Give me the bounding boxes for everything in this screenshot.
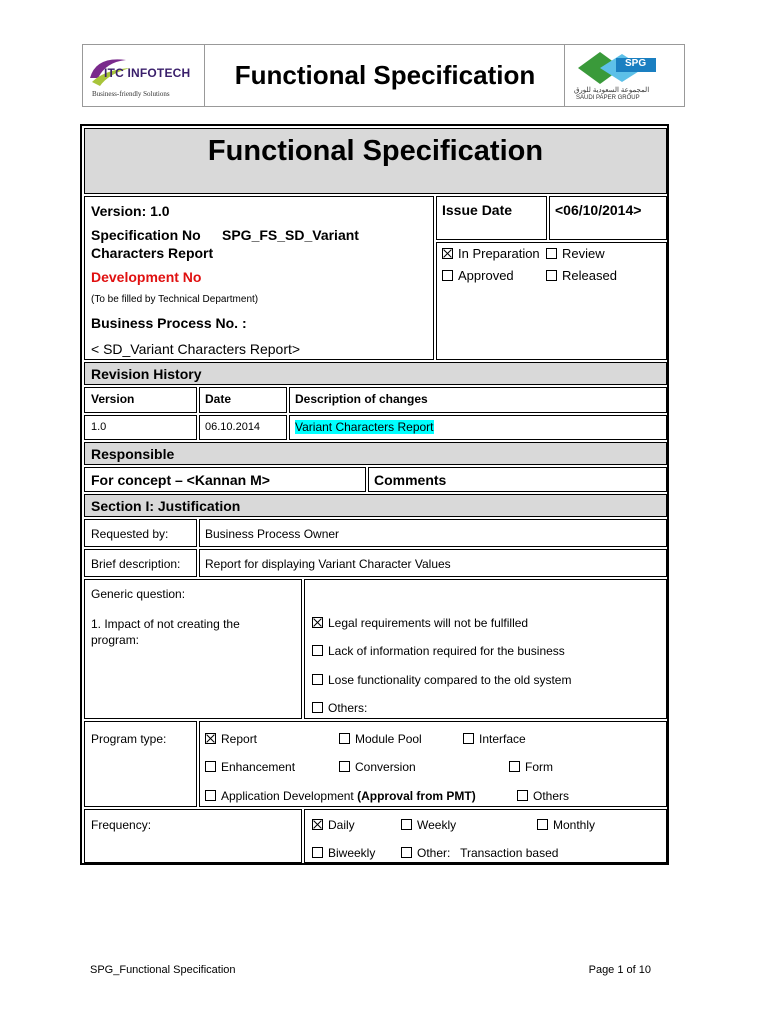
revision-history-title: Revision History: [91, 366, 202, 382]
issue-date-value-cell: [549, 196, 667, 240]
checkbox-review[interactable]: [546, 248, 557, 259]
business-process-value: < SD_Variant Characters Report>: [91, 341, 301, 357]
checkbox-in-preparation[interactable]: [442, 248, 453, 259]
development-note: (To be filled by Technical Department): [91, 294, 259, 305]
checkbox-program-others[interactable]: [517, 790, 528, 801]
generic-question-label: Generic question:: [91, 587, 186, 601]
form-title-bar: [84, 128, 667, 194]
itc-logo-tagline: Business-friendly Solutions: [92, 90, 170, 98]
impact-lose-functionality[interactable]: Lose functionality compared to the old system: [312, 673, 571, 687]
itc-infotech-logo: [86, 48, 200, 103]
form-title: Functional Specification: [207, 135, 544, 167]
checkbox-weekly[interactable]: [401, 819, 412, 830]
revision-col-date: [199, 387, 287, 413]
checkbox-legal[interactable]: [312, 617, 323, 628]
status-block: [436, 242, 667, 360]
brief-desc-label: Brief description:: [91, 557, 181, 571]
table-row: [199, 415, 287, 440]
version-block: [84, 196, 434, 360]
version-label: Version: 1.0: [91, 203, 170, 219]
checkbox-conversion[interactable]: [339, 761, 350, 772]
revision-date: 06.10.2014: [205, 421, 261, 433]
revision-desc: Variant Characters Report: [295, 420, 434, 434]
checkbox-biweekly[interactable]: [312, 847, 323, 858]
comments-label: Comments: [374, 472, 447, 488]
issue-date-value: <06/10/2014>: [555, 202, 642, 218]
comments-cell: [368, 467, 667, 492]
responsible-title: Responsible: [91, 446, 175, 462]
revision-header-date: Date: [205, 392, 232, 406]
checkbox-released[interactable]: [546, 270, 557, 281]
program-type-options-cell: [199, 721, 667, 807]
concept-label: For concept – <Kannan M>: [91, 472, 270, 488]
frequency-weekly[interactable]: Weekly: [401, 818, 456, 832]
checkbox-report[interactable]: [205, 733, 216, 744]
frequency-biweekly[interactable]: Biweekly: [312, 846, 375, 860]
spec-number-value: SPG_FS_SD_Variant: [222, 227, 359, 243]
requested-by-label: Requested by:: [91, 527, 169, 541]
status-in-preparation[interactable]: In Preparation: [442, 246, 540, 261]
impact-legal[interactable]: Legal requirements will not be fulfilled: [312, 616, 528, 630]
impact-others[interactable]: Others:: [312, 701, 367, 715]
brief-desc-value: Report for displaying Variant Character Values: [205, 557, 451, 571]
checkbox-daily[interactable]: [312, 819, 323, 830]
spg-logo-text: SPG: [625, 58, 647, 69]
spg-logo: [570, 48, 680, 104]
requested-by-value: Business Process Owner: [205, 527, 340, 541]
checkbox-module-pool[interactable]: [339, 733, 350, 744]
development-number-label: Development No: [91, 269, 202, 285]
spg-logo-subtitle: SAUDI PAPER GROUP: [576, 95, 640, 101]
frequency-options-cell: [304, 809, 667, 863]
checkbox-approved[interactable]: [442, 270, 453, 281]
issue-date-label: Issue Date: [442, 202, 513, 218]
impact-label: 1. Impact of not creating the program:: [91, 617, 240, 647]
section1-title: Section I: Justification: [91, 498, 241, 514]
status-released[interactable]: Released: [546, 268, 617, 283]
footer-left: SPG_Functional Specification: [90, 964, 236, 976]
checkbox-interface[interactable]: [463, 733, 474, 744]
program-type-module-pool[interactable]: Module Pool: [339, 732, 422, 746]
program-type-report[interactable]: Report: [205, 732, 257, 746]
revision-history-header: [84, 362, 667, 385]
table-row: [289, 415, 667, 440]
revision-header-version: Version: [91, 392, 135, 406]
checkbox-form[interactable]: [509, 761, 520, 772]
program-type-others[interactable]: Others: [517, 789, 569, 803]
program-type-enhancement[interactable]: Enhancement: [205, 760, 295, 774]
concept-cell: [84, 467, 366, 492]
program-type-form[interactable]: Form: [509, 760, 553, 774]
issue-date-label-cell: [436, 196, 547, 240]
business-process-label: Business Process No. :: [91, 315, 247, 331]
frequency-other[interactable]: Other: Transaction based: [401, 846, 558, 860]
checkbox-lack-info[interactable]: [312, 645, 323, 656]
revision-header-desc: Description of changes: [295, 392, 428, 406]
program-type-app-dev[interactable]: Application Development (Approval from PMT): [205, 789, 476, 803]
checkbox-lose-functionality[interactable]: [312, 674, 323, 685]
checkbox-impact-others[interactable]: [312, 702, 323, 713]
frequency-daily[interactable]: Daily: [312, 818, 355, 832]
revision-col-version: [84, 387, 197, 413]
frequency-monthly[interactable]: Monthly: [537, 818, 595, 832]
spec-number-label: Specification No: [91, 227, 201, 243]
program-type-interface[interactable]: Interface: [463, 732, 526, 746]
status-review[interactable]: Review: [546, 246, 605, 261]
responsible-header: [84, 442, 667, 465]
header-title: Functional Specification: [234, 60, 536, 90]
revision-version: 1.0: [91, 421, 107, 433]
requested-by-value-cell: [199, 519, 667, 547]
spg-logo-arabic: المجموعة السعودية للورق: [574, 87, 650, 94]
frequency-label-cell: [84, 809, 302, 863]
program-type-conversion[interactable]: Conversion: [339, 760, 416, 774]
footer-page-number: Page 1 of 10: [588, 964, 651, 976]
frequency-label: Frequency:: [91, 818, 152, 832]
impact-options-cell: [304, 579, 667, 719]
checkbox-monthly[interactable]: [537, 819, 548, 830]
program-type-label: Program type:: [91, 732, 167, 746]
table-row: [84, 415, 197, 440]
status-approved[interactable]: Approved: [442, 268, 514, 283]
spec-number-value-2: Characters Report: [91, 245, 214, 261]
brief-desc-value-cell: [199, 549, 667, 577]
program-type-label-cell: [84, 721, 197, 807]
revision-col-desc: [289, 387, 667, 413]
section1-header: [84, 494, 667, 517]
checkbox-enhancement[interactable]: [205, 761, 216, 772]
itc-logo-text: ITC INFOTECH: [104, 66, 191, 80]
checkbox-frequency-other[interactable]: [401, 847, 412, 858]
requested-by-label-cell: [84, 519, 197, 547]
checkbox-app-dev[interactable]: [205, 790, 216, 801]
generic-question-cell: [84, 579, 302, 719]
brief-desc-label-cell: [84, 549, 197, 577]
impact-lack-info[interactable]: Lack of information required for the business: [312, 644, 565, 658]
